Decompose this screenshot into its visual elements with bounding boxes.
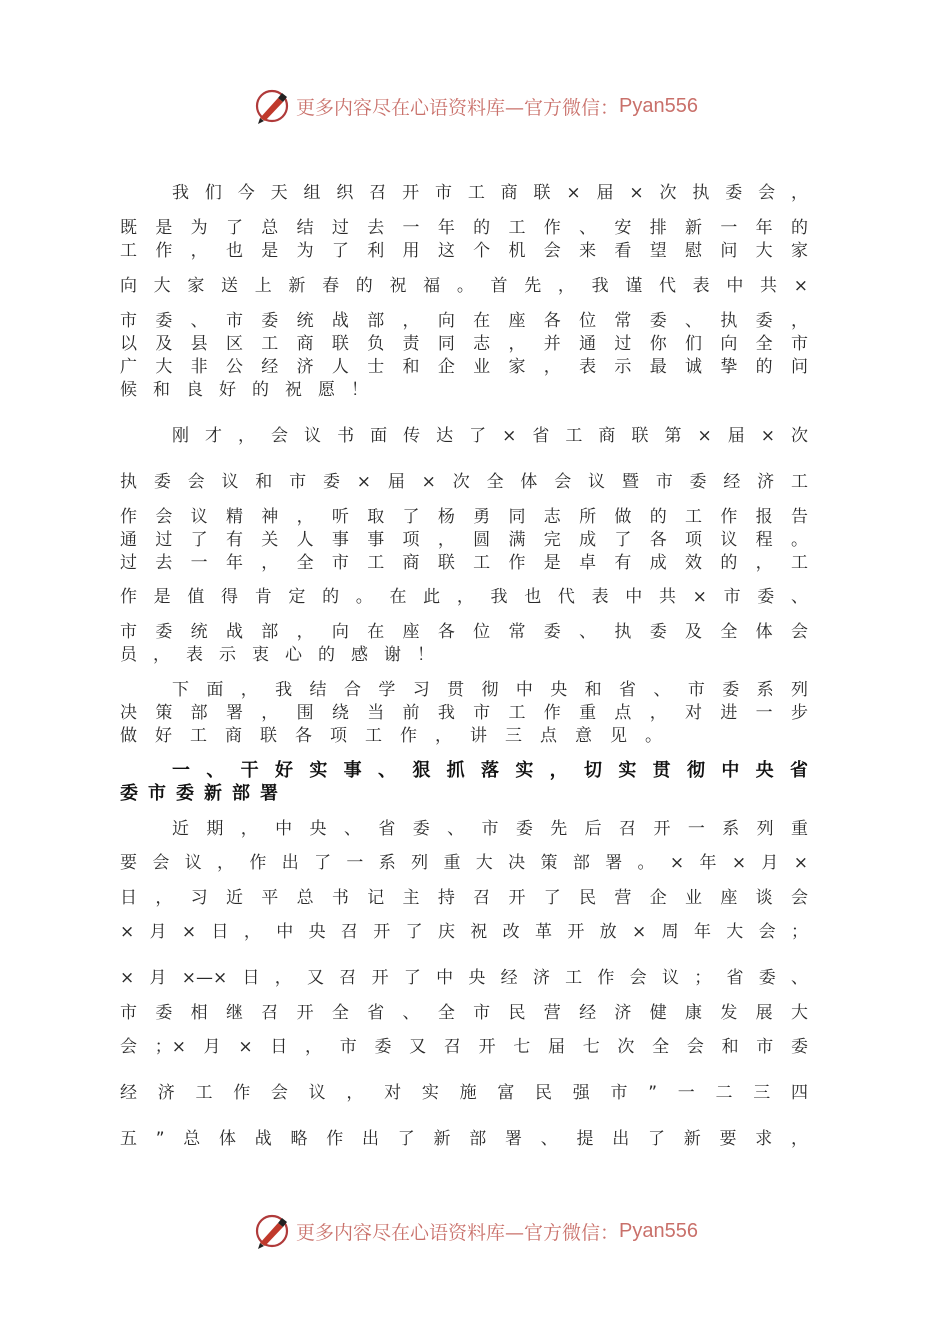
text-line: ×月×—×日，又召开了中央经济工作会议；省委、 [120,968,808,988]
text-line: 五”总体战略作出了新部署、提出了新要求， [120,1129,808,1149]
banner-wechat-id: Pyan556 [619,1219,698,1242]
text-line: 向大家送上新春的祝福。首先，我谨代表中共× [120,276,808,296]
text-line: 刚才，会议书面传达了×省工商联第×届×次 [172,426,808,446]
text-line: 作会议精神，听取了杨勇同志所做的工作报告 [120,507,808,527]
text-line: 日，习近平总书记主持召开了民营企业座谈会 [120,888,808,908]
banner-wechat-id: Pyan556 [619,94,698,117]
pen-circle-logo-icon [252,1211,292,1251]
text-line: 近期，中央、省委、市委先后召开一系列重 [172,819,808,839]
text-line: 员，表示衷心的感谢！ [120,645,450,665]
section-heading: 委市委新部署 [120,783,288,804]
text-line: 既是为了总结过去一年的工作、安排新一年的 [120,218,808,238]
text-line: 市委统战部，向在座各位常委、执委及全体会 [120,622,808,642]
text-line: 作是值得肯定的。在此，我也代表中共×市委、 [120,587,808,607]
text-line: 以及县区工商联负责同志，并通过你们向全市 [120,334,808,354]
banner-text: 更多内容尽在心语资料库—官方微信： [296,1221,620,1244]
text-line: 候和良好的祝愿！ [120,380,384,400]
text-line: ×月×日，中央召开了庆祝改革开放×周年大会； [120,922,808,942]
banner-text: 更多内容尽在心语资料库—官方微信： [296,96,620,119]
text-line: 过去一年，全市工商联工作是卓有成效的，工 [120,553,808,573]
text-line: 工作，也是为了利用这个机会来看望慰问大家 [120,241,808,261]
text-line: 我们今天组织召开市工商联×届×次执委会， [172,183,808,203]
text-line: 通过了有关人事事项，圆满完成了各项议程。 [120,530,808,550]
text-line: 决策部署，围绕当前我市工作重点，对进一步 [120,703,808,723]
text-line: 下面，我结合学习贯彻中央和省、市委系列 [172,680,808,700]
text-line: 经济工作会议，对实施富民强市”一二三四 [120,1083,808,1103]
text-line: 广大非公经济人士和企业家，表示最诚挚的问 [120,357,808,377]
section-heading: 一、干好实事、狠抓落实，切实贯彻中央省 [172,760,808,781]
text-line: 会；×月×日，市委又召开七届七次全会和市委 [120,1037,808,1057]
text-line: 做好工商联各项工作，讲三点意见。 [120,726,680,746]
document-body [120,0,808,1160]
footer-banner [0,1211,950,1251]
text-line: 市委、市委统战部，向在座各位常委、执委， [120,311,808,331]
text-line: 要会议，作出了一系列重大决策部署。×年×月× [120,853,808,873]
text-line: 执委会议和市委×届×次全体会议暨市委经济工 [120,472,808,492]
text-line: 市委相继召开全省、全市民营经济健康发展大 [120,1003,808,1023]
